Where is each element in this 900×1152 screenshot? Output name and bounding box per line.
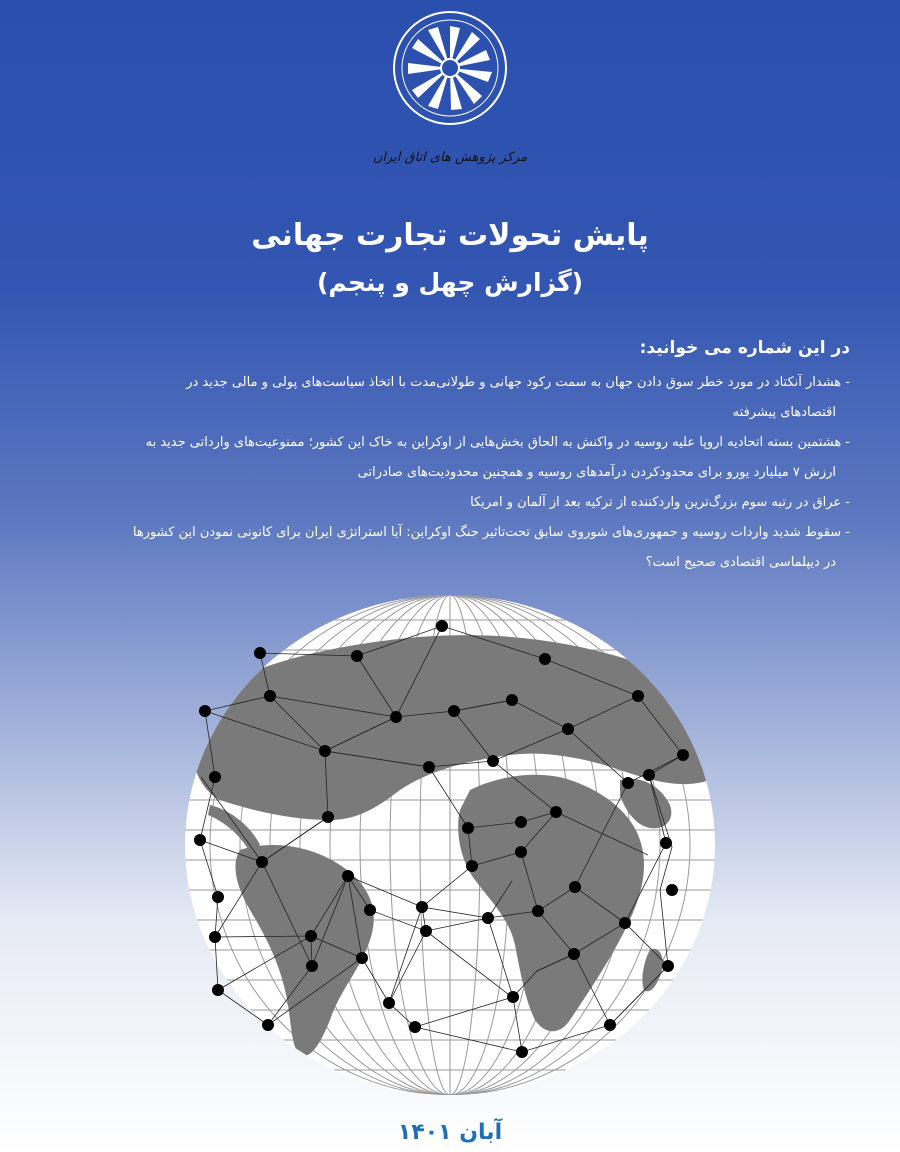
organization-name: مرکز پژوهش های اتاق ایران <box>372 150 528 165</box>
contents-heading: در این شماره می خوانید: <box>639 338 850 358</box>
report-title: پایش تحولات تجارت جهانی <box>251 218 649 253</box>
contents-section <box>40 338 850 578</box>
contents-item <box>40 368 850 428</box>
contents-item-continuation: ارزش ۷ میلیارد یورو برای محدودکردن درآمدهای روسیه و همچنین محدودیت‌های صادراتی <box>357 465 836 480</box>
contents-item-continuation: اقتصادهای پیشرفته <box>732 405 836 420</box>
globe-icon <box>170 590 730 1110</box>
emblem-icon <box>380 8 520 148</box>
contents-item <box>40 488 850 518</box>
contents-item-line: - عراق در رتبه سوم بزرگ‌ترین واردکننده از ترکیه بعد از آلمان و امریکا <box>470 495 850 510</box>
contents-item-line: - هشتمین بسته اتحادیه اروپا علیه روسیه در واکنش به الحاق بخش‌هایی از اوکراین به خاک این کشور؛ ممنوعیت‌های وارداتی جدید به <box>145 435 850 450</box>
chamber-logo <box>372 8 528 178</box>
publication-date: آبان ۱۴۰۱ <box>397 1120 503 1145</box>
contents-item-continuation: در دیپلماسی اقتصادی صحیح است؟ <box>645 555 836 570</box>
contents-item-line: - هشدار آنکتاد در مورد خطر سوق دادن جهان به سمت رکود جهانی و طولانی‌مدت با اتخاذ سیاست‌های پولی و مالی جدید در <box>186 375 850 390</box>
report-subtitle: (گزارش چهل و پنجم) <box>316 268 584 297</box>
contents-item-line: - سقوط شدید واردات روسیه و جمهوری‌های شوروی سابق تحت‌تاثیر جنگ اوکراین: آیا استراتژی ایران برای کانونی نمودن این کشورها <box>132 525 850 540</box>
network-globe <box>170 590 730 1110</box>
contents-item <box>40 518 850 578</box>
contents-item <box>40 428 850 488</box>
